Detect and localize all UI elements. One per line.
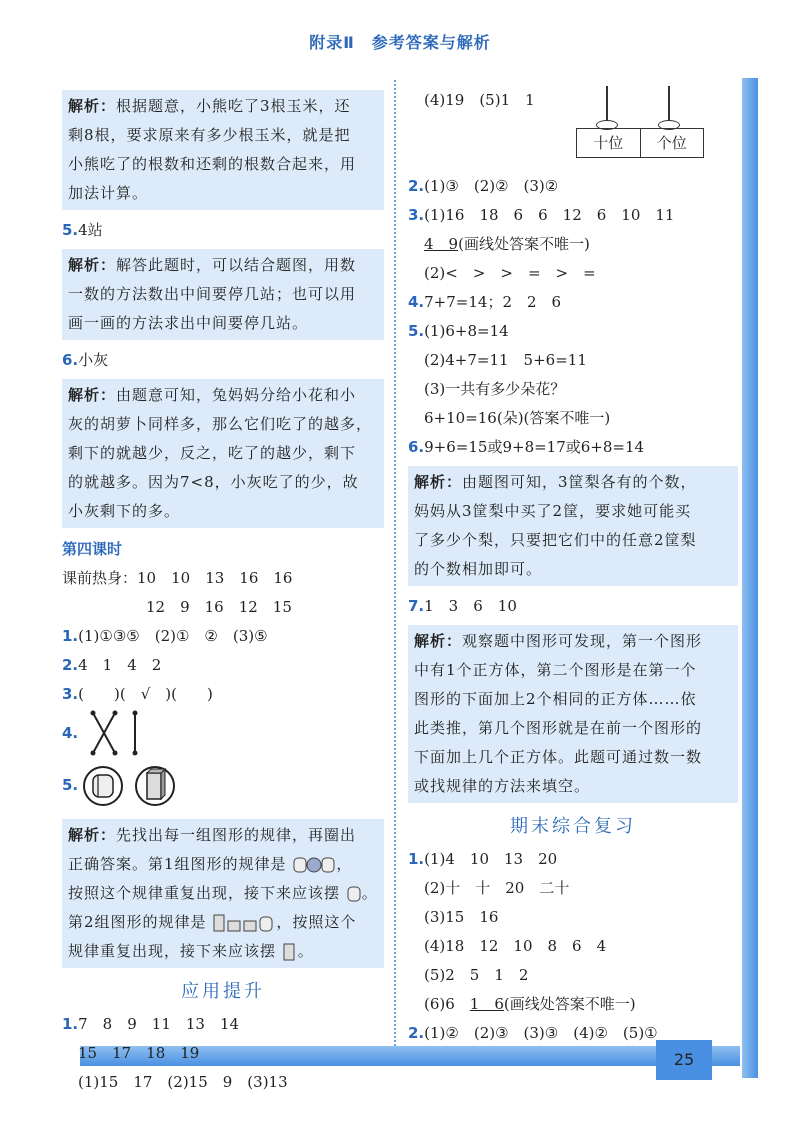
analysis-text: 画一画的方法求出中间要停几站。: [68, 314, 309, 332]
analysis-text: 根据题意，小熊吃了3根玉米，还: [116, 97, 351, 115]
analysis-text: 下面加上几个正方体。此题可通过数一数: [414, 748, 703, 766]
answer-text: (1)16 18 6 6 12 6 10 11: [424, 206, 675, 224]
analysis-text: 第2组图形的规律是: [68, 913, 207, 931]
answer-line: [62, 622, 384, 651]
shape-pattern-icon: [292, 856, 336, 874]
answer-line: [408, 932, 738, 961]
answer-line: [408, 375, 738, 404]
analysis-text: 小熊吃了的根数和还剩的根数合起来，用: [68, 155, 357, 173]
abacus-ones-label: 个位: [640, 129, 704, 157]
answer-line: [62, 680, 384, 709]
answer-line: [62, 1039, 384, 1068]
answer-text: (2)十 十 20 二十: [424, 879, 570, 897]
answer-line: [408, 317, 738, 346]
analysis-text: 。: [297, 942, 314, 960]
answer-line: [62, 651, 384, 680]
answer-line: [408, 259, 738, 288]
answer-text: (4)18 12 10 8 6 4: [424, 937, 607, 955]
abacus-base: [576, 128, 704, 158]
answer-line: [408, 903, 738, 932]
analysis-box: [62, 379, 384, 528]
abacus-row: [408, 86, 738, 172]
question-number: 3.: [62, 685, 79, 703]
analysis-text: 灰的胡萝卜同样多，那么它们吃了的越多，: [68, 415, 373, 433]
analysis-text: 小灰剩下的多。: [68, 502, 181, 520]
answer-line: [408, 172, 738, 201]
answer-text: (3)一共有多少朵花？: [424, 380, 566, 398]
answer-line: [408, 961, 738, 990]
analysis-box: [62, 90, 384, 210]
answer-text: 4 1 4 2: [78, 656, 162, 674]
question-number: 4.: [408, 293, 425, 311]
analysis-text: 图形的下面加上2个相同的正方体……依: [414, 690, 697, 708]
analysis-text: 剩下的就越少，反之，吃了的越少，剩下: [68, 444, 357, 462]
answer-line: [408, 404, 738, 433]
analysis-label: 解析：: [68, 386, 117, 404]
answer-text: 10 10 13 16 16: [137, 569, 293, 587]
question-number: 7.: [408, 597, 425, 615]
analysis-text: 妈妈从3筐梨中买了2筐，要求她可能买: [414, 502, 692, 520]
analysis-text: 的个数相加即可。: [414, 560, 543, 578]
answer-line: [62, 593, 384, 622]
analysis-label: 解析：: [68, 97, 117, 115]
answer-text: 15 17 18 19: [78, 1044, 200, 1062]
answer-line: [408, 845, 738, 874]
answer-line: [62, 763, 384, 815]
answer-text: (5)2 5 1 2: [424, 966, 529, 984]
cylinder-icon: [346, 885, 362, 903]
analysis-text: 由题图可知，3筐梨各有的个数，: [462, 473, 697, 491]
answer-line: [62, 346, 384, 375]
answer-line: [62, 1068, 384, 1097]
answer-text: (1)15 17 (2)15 9 (3)13: [78, 1073, 288, 1091]
underlined-answer: 4 9: [424, 235, 459, 253]
abacus-rod: [668, 86, 670, 124]
answer-text: 7 8 9 11 13 14: [78, 1015, 240, 1033]
answer-text: (画线处答案不唯一): [458, 235, 590, 253]
analysis-text: 或找规律的方法来填空。: [414, 777, 591, 795]
analysis-label: 解析：: [414, 632, 463, 650]
abacus-diagram: [576, 86, 716, 166]
answer-text: (2)4+7=11 5+6=11: [424, 351, 587, 369]
analysis-text: 中有1个正方体，第二个图形是在第一个: [414, 661, 697, 679]
answer-line: [408, 990, 738, 1019]
analysis-text: 此类推，第几个图形就是在前一个图形的: [414, 719, 703, 737]
page-header: 附录Ⅱ 参考答案与解析: [309, 33, 491, 52]
analysis-text: 。: [361, 884, 378, 902]
analysis-text: 剩8根，要求原来有多少根玉米，就是把: [68, 126, 351, 144]
answer-text: (1)4 10 13 20: [424, 850, 558, 868]
answer-text: 4站: [78, 221, 103, 239]
question-number: 4.: [62, 724, 79, 742]
answer-text: (4)19 (5)1 1: [424, 91, 535, 109]
answer-line: [408, 288, 738, 317]
analysis-label: 解析：: [68, 826, 117, 844]
question-number: 6.: [62, 351, 79, 369]
analysis-text: ，: [336, 855, 353, 873]
answer-text: 1 3 6 10: [424, 597, 517, 615]
analysis-text: ，按照这个: [276, 913, 357, 931]
analysis-text: 的就越多。因为7<8，小灰吃了的少，故: [68, 473, 359, 491]
circled-shapes-icon: [83, 763, 179, 809]
answer-line: [408, 592, 738, 621]
right-column: [408, 86, 738, 1048]
analysis-text: 加法计算。: [68, 184, 149, 202]
page-edge-decoration: [742, 78, 758, 1078]
answer-line: [408, 201, 738, 230]
analysis-box: [62, 819, 384, 968]
answer-line: [408, 346, 738, 375]
question-number: 1.: [408, 850, 425, 868]
shape-pattern-icon: [212, 913, 276, 933]
question-number: 3.: [408, 206, 425, 224]
answer-text: (2)< > > = > =: [424, 264, 596, 282]
analysis-box: [408, 466, 738, 586]
answer-text: (1)6+8=14: [424, 322, 509, 340]
section-title: 第四课时: [62, 540, 123, 558]
answer-text: (画线处答案不唯一): [503, 995, 636, 1013]
left-column: [62, 86, 384, 1097]
answer-text: (6)6: [424, 995, 470, 1013]
analysis-label: 解析：: [68, 256, 117, 274]
answer-text: (1)③ (2)② (3)②: [424, 177, 559, 195]
analysis-text: 观察题中图形可发现，第一个图形: [462, 632, 703, 650]
abacus-tens-label: 十位: [593, 134, 624, 152]
answer-text: 小灰: [78, 351, 109, 369]
answer-line: [62, 216, 384, 245]
answer-line: [62, 564, 384, 593]
answer-text: ( )( √ )( ): [78, 685, 213, 703]
answer-text: 9+6=15或9+8=17或6+8=14: [424, 438, 645, 456]
answer-text: (1)② (2)③ (3)③ (4)② (5)①: [424, 1024, 658, 1042]
cuboid-icon: [282, 942, 298, 962]
page-number: 25: [656, 1040, 712, 1080]
answer-line: [408, 433, 738, 462]
column-divider: [394, 80, 396, 1050]
question-number: 5.: [62, 776, 79, 794]
abacus-rod: [606, 86, 608, 124]
answer-line: [62, 709, 384, 763]
question-number: 2.: [408, 1024, 425, 1042]
warmup-label: 课前热身：: [62, 569, 138, 587]
analysis-text: 由题意可知，兔妈妈分给小花和小: [116, 386, 357, 404]
question-number: 5.: [62, 221, 79, 239]
answer-line: [62, 1010, 384, 1039]
analysis-label: 解析：: [414, 473, 463, 491]
answer-text: 7+7=14；2 2 6: [424, 293, 562, 311]
analysis-text: 按照这个规律重复出现，接下来应该摆: [68, 884, 341, 902]
section-title: 期末综合复习: [510, 816, 636, 837]
question-number: 5.: [408, 322, 425, 340]
underlined-answer: 1 6: [469, 995, 504, 1013]
question-number: 6.: [408, 438, 425, 456]
answer-text: 12 9 16 12 15: [146, 598, 292, 616]
answer-line: [408, 230, 738, 259]
answer-line: [408, 874, 738, 903]
analysis-text: 解答此题时，可以结合题图，用数: [116, 256, 357, 274]
analysis-text: 了多少个梨，只要把它们中的任意2筐梨: [414, 531, 697, 549]
answer-text: (1)①③⑤ (2)① ② (3)⑤: [78, 627, 268, 645]
answer-text: 6+10=16(朵)(答案不唯一): [424, 409, 611, 427]
analysis-box: [408, 625, 738, 803]
analysis-text: 正确答案。第1组图形的规律是: [68, 855, 287, 873]
analysis-text: 一数的方法数出中间要停几站；也可以用: [68, 285, 357, 303]
analysis-text: 先找出每一组图形的规律，再圈出: [116, 826, 357, 844]
analysis-text: 规律重复出现，接下来应该摆: [68, 942, 277, 960]
matching-lines-icon: [83, 709, 143, 759]
question-number: 2.: [408, 177, 425, 195]
answer-text: (3)15 16: [424, 908, 499, 926]
question-number: 2.: [62, 656, 79, 674]
answer-line: [408, 1019, 738, 1048]
section-title: 应用提升: [181, 981, 265, 1002]
question-number: 1.: [62, 627, 79, 645]
question-number: 1.: [62, 1015, 79, 1033]
analysis-box: [62, 249, 384, 340]
